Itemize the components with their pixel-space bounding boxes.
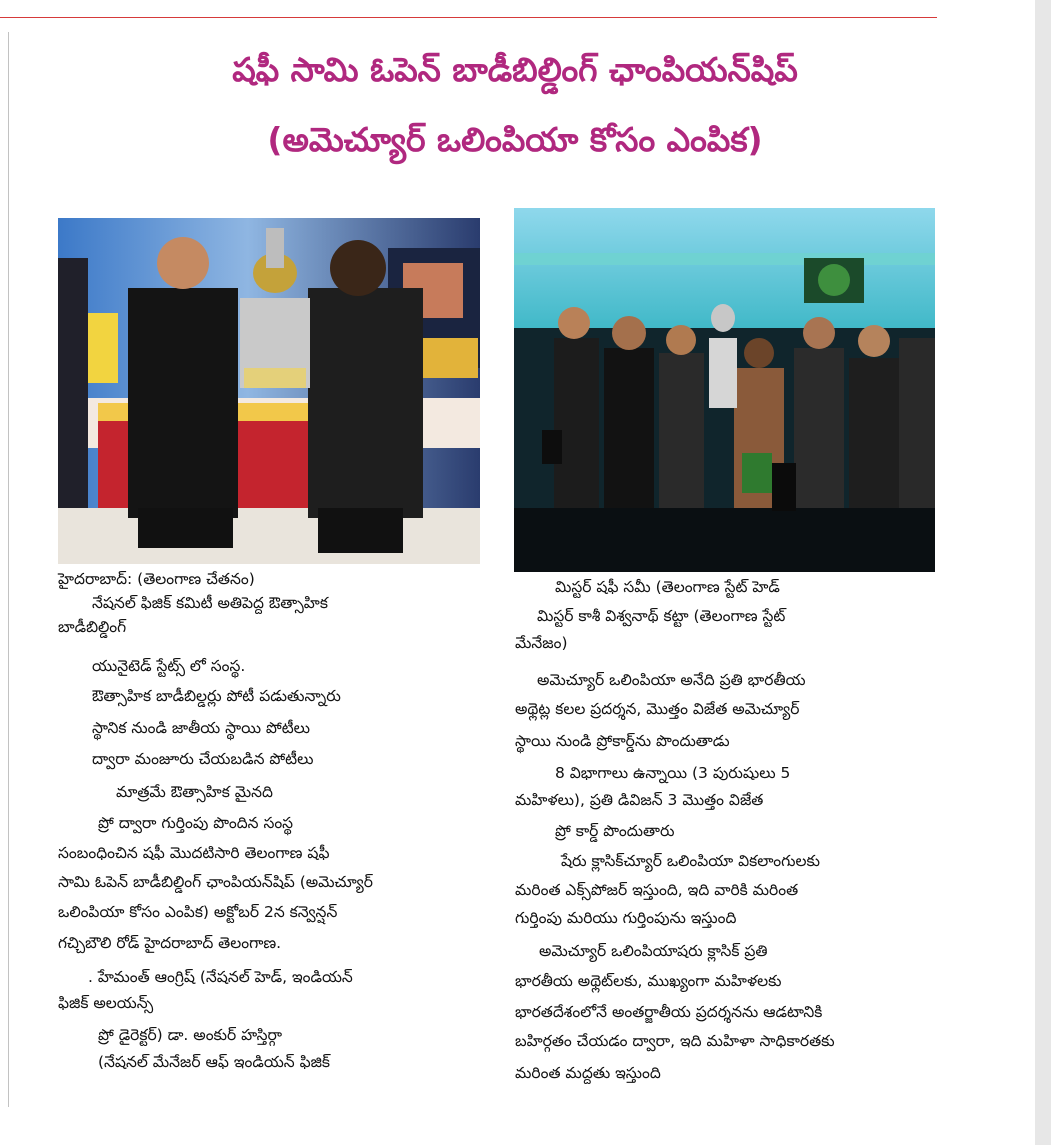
page-edge-shade: [1035, 0, 1051, 1145]
body-line: అమెచ్యూర్ ఒలింపియాషరు క్లాసిక్ ప్రతి: [539, 942, 768, 960]
body-line: స్థానిక నుండి జాతీయ స్థాయి పోటీలు: [92, 719, 311, 737]
body-line: ప్రో డైరెక్టర్) డా. అంకుర్ హస్తిర్గా: [98, 1026, 283, 1044]
body-line: భారతదేశంలోనే అంతర్జాతీయ ప్రదర్శనను ఆడటానికి: [515, 1003, 823, 1021]
body-line: ఫిజిక్ అలయన్స్: [58, 994, 154, 1012]
body-line: సామి ఓపెన్ బాడీబిల్డింగ్ ఛాంపియన్‌షిప్ (అమెచ్యూర్: [58, 873, 373, 891]
body-line: ప్రో కార్డ్ పొందుతారు: [555, 822, 675, 840]
body-line: అథ్లెట్ల కలల ప్రదర్శన, మొత్తం విజేత అమెచ్యూర్: [515, 700, 800, 718]
body-line: మాత్రమే ఔత్సాహిక మైనది: [116, 783, 273, 801]
body-line: సంబంధించిన షఫీ మొదటిసారి తెలంగాణ షఫీ: [58, 844, 330, 862]
body-line: మరింత ఎక్స్‌పోజర్ ఇస్తుంది, ఇది వారికి మరింత: [515, 881, 799, 899]
body-line: ఔత్సాహిక బాడీబిల్డర్లు పోటీ పడుతున్నారు: [92, 687, 341, 705]
headline-line-1: షఫీ సామి ఓపెన్ బాడీబిల్డింగ్ ఛాంపియన్‌షిప్: [232, 50, 798, 89]
body-line: . హేమంత్ ఆంగ్రిష్ (నేషనల్ హెడ్, ఇండియన్: [88, 968, 353, 986]
body-line: నేషనల్ ఫిజిక్ కమిటీ అతిపెద్ద ఔత్సాహిక: [92, 594, 328, 612]
article-body-left: [58, 570, 488, 1090]
body-line: మిస్టర్ కాశీ విశ్వనాథ్ కట్టా (తెలంగాణ స్టేట్: [537, 607, 786, 625]
body-line: మేనేజం): [515, 634, 568, 652]
body-line: భారతీయ అథ్లెట్‌లకు, ముఖ్యంగా మహిళలకు: [515, 972, 782, 990]
body-line: మరింత మద్దతు ఇస్తుంది: [515, 1064, 661, 1082]
body-line: ఒలింపియా కోసం ఎంపిక) అక్టోబర్ 2న కన్వెన్షన్: [58, 903, 338, 921]
dateline: హైదరాబాద్: (తెలంగాణ చేతనం): [58, 570, 255, 588]
body-line: మిస్టర్ షఫీ సమీ (తెలంగాణ స్టేట్ హెడ్: [555, 578, 780, 596]
body-line: స్థాయి నుండి ప్రోకార్డ్‌ను పొందుతాడు: [515, 732, 730, 750]
body-line: ప్రో ద్వారా గుర్తింపు పొందిన సంస్థ: [98, 814, 294, 832]
body-line: ద్వారా మంజూరు చేయబడిన పోటీలు: [92, 750, 314, 768]
body-line: షేరు క్లాసిక్‌చ్యూర్ ఒలింపియా వికలాంగులకు: [561, 852, 820, 870]
column-rule: [8, 32, 9, 1107]
body-line: (నేషనల్ మేనేజర్ ఆఫ్ ఇండియన్ ఫిజిక్: [98, 1053, 331, 1071]
body-line: అమెచ్యూర్ ఒలింపియా అనేది ప్రతి భారతీయ: [537, 671, 806, 689]
body-line: యునైటెడ్ స్టేట్స్ లో సంస్థ.: [92, 657, 246, 675]
body-line: గుర్తింపు మరియు గుర్తింపును ఇస్తుంది: [515, 909, 737, 927]
trophy-presentation-photo: [58, 218, 480, 564]
body-line: బాడీబిల్డింగ్: [58, 618, 127, 636]
body-line: మహిళలు), ప్రతి డివిజన్ 3 మొత్తం విజేత: [515, 791, 764, 809]
article-body-right: [515, 572, 940, 1092]
body-line: బహిర్గతం చేయడం ద్వారా, ఇది మహిళా సాధికారతకు: [515, 1032, 835, 1050]
top-rule: [0, 17, 937, 18]
body-line: గచ్చిబౌలి రోడ్ హైదరాబాద్ తెలంగాణ.: [58, 934, 282, 952]
stage-celebration-photo: [514, 208, 935, 572]
headline-line-2: (అమెచ్యూర్ ఒలింపియా కోసం ఎంపిక): [267, 120, 763, 159]
body-line: 8 విభాగాలు ఉన్నాయి (3 పురుషులు 5: [555, 764, 791, 782]
